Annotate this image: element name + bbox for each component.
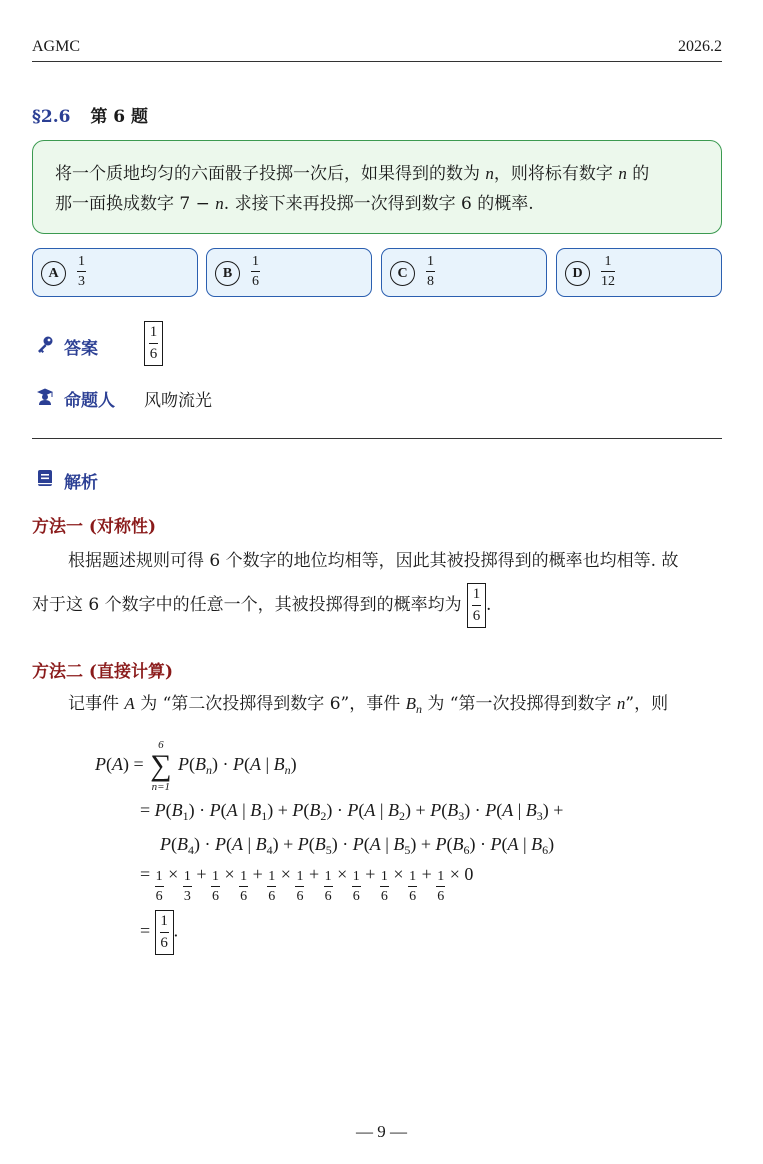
choice-badge: C <box>390 261 415 286</box>
method-2-text: 为 “第二次投掷得到数字 6”，事件 <box>134 694 406 714</box>
method-1-body <box>32 539 722 628</box>
analysis-label-text: 解析 <box>64 473 98 493</box>
book-icon <box>36 469 54 492</box>
header-left: AGMC <box>32 38 81 55</box>
method-2-text: 记事件 <box>68 694 125 714</box>
denominator: 6 <box>149 346 158 362</box>
key-icon <box>36 335 54 358</box>
analysis-label <box>36 468 98 493</box>
method-2-text: 为 “第一次投掷得到数字 <box>422 694 617 714</box>
method-2-text: ”，则 <box>625 694 669 714</box>
problem-line-2 <box>55 189 699 219</box>
fraction-bar <box>472 605 481 606</box>
choice-d[interactable] <box>556 248 722 297</box>
choice-c[interactable] <box>381 248 547 297</box>
graduate-icon <box>36 387 54 410</box>
method-1-line-1: 根据题述规则可得 6 个数字的地位均相等，因此其被投掷得到的概率也均相等. 故 <box>68 551 679 571</box>
choice-a[interactable] <box>32 248 198 297</box>
fraction-bar <box>251 271 260 272</box>
equation-line-5: = $\frac{1}{6}$ . <box>140 910 178 955</box>
page-number: — 9 — <box>356 1122 407 1141</box>
method-1-text: 对于这 6 个数字中的任意一个，其被投掷得到的概率均为 <box>32 595 462 615</box>
author-label <box>36 386 115 411</box>
answer-label-text: 答案 <box>64 339 98 359</box>
choice-badge: A <box>41 261 66 286</box>
choice-b[interactable] <box>206 248 372 297</box>
author-label-text: 命题人 <box>64 391 115 411</box>
problem-var: n <box>485 164 494 183</box>
choice-fraction <box>251 253 260 290</box>
choice-badge: D <box>565 261 590 286</box>
choice-badge: B <box>215 261 240 286</box>
problem-text: 那一面换成数字 7 − <box>55 194 216 214</box>
event-bn: $B_n$ <box>405 694 422 716</box>
numerator: 1 <box>252 254 259 269</box>
denominator: 3 <box>78 274 85 289</box>
fraction-bar <box>149 343 158 344</box>
answer-box <box>144 321 163 366</box>
event-a: A <box>124 694 135 713</box>
problem-box <box>32 140 722 234</box>
section-title: 第 6 题 <box>90 107 149 127</box>
numerator: 1 <box>472 586 481 602</box>
sum-symbol: 6 ∑ n=1 <box>150 739 172 793</box>
denominator: 6 <box>472 608 481 624</box>
numerator: 1 <box>427 254 434 269</box>
answer-box <box>467 583 486 628</box>
author-name: 风吻流光 <box>144 391 212 411</box>
fraction-bar <box>601 271 615 272</box>
section-number: §2.6 <box>32 107 71 127</box>
fraction-bar <box>77 271 86 272</box>
equation-line-4: = $\frac{1}{6}$ × $\frac{1}{3}$ + $\frac{1}{6}$ × $\frac{1}{6}$ + $\frac{1}{6}$ × $\frac{1}{6}$ + $\frac{1}{6}$ × $\frac{1}{6}$ + $\frac{1}{6}$ × $\frac{1}{6}$ + $\frac{1}{6}$ × 0 <box>140 864 474 904</box>
page-header <box>32 38 722 62</box>
method-1-fraction <box>472 585 481 626</box>
denominator: 6 <box>252 274 259 289</box>
choice-fraction <box>426 253 435 290</box>
equation-line-1: P(A) = 6 ∑ n=1 $P(B_n) \cdot P(A$ | $B_n$) <box>95 739 297 793</box>
answer-value <box>144 321 163 366</box>
equation-line-2: = $P(B_1) \cdot P(A$ | $B_1) + P(B_2) \cdot P(A$ | $B_2) + P(B_3) \cdot P(A$ | $B_3$) + <box>140 800 564 823</box>
method-1-title: 方法一 (对称性) <box>32 517 157 537</box>
denominator: 8 <box>427 274 434 289</box>
final-answer-box: $\frac{1}{6}$ <box>155 910 174 955</box>
denominator: 12 <box>601 274 615 289</box>
problem-text: . 求接下来再投掷一次得到数字 6 的概率. <box>223 194 534 214</box>
method-1-line-2: 对于这 6 个数字中的任意一个，其被投掷得到的概率均为 $\frac{1}{6}$ . <box>32 583 722 628</box>
numerator: 1 <box>78 254 85 269</box>
numerator: 1 <box>604 254 612 269</box>
problem-text: 将一个质地均匀的六面骰子投掷一次后，如果得到的数为 <box>55 164 486 184</box>
answer-label <box>36 334 98 359</box>
answer-fraction <box>149 323 158 364</box>
problem-var: n <box>215 194 224 213</box>
section-heading <box>32 102 148 127</box>
header-right: 2026.2 <box>678 38 722 55</box>
var-n: n <box>616 694 626 713</box>
problem-line-1 <box>55 159 699 189</box>
problem-text: 的 <box>626 164 650 184</box>
problem-var: n <box>618 164 627 183</box>
numerator: 1 <box>149 324 158 340</box>
method-2-title: 方法二 (直接计算) <box>32 662 174 682</box>
choice-fraction <box>601 253 615 290</box>
choice-fraction <box>77 253 86 290</box>
fraction-bar <box>426 271 435 272</box>
method-2-intro <box>32 682 722 731</box>
divider <box>32 438 722 439</box>
problem-text: ，则将标有数字 <box>493 164 619 184</box>
equation-line-3: $P(B_4) \cdot P(A$ | $B_4) + P(B_5) \cdot P(A$ | $B_5) + P(B_6) \cdot P(A$ | $B_6$) <box>160 834 555 857</box>
